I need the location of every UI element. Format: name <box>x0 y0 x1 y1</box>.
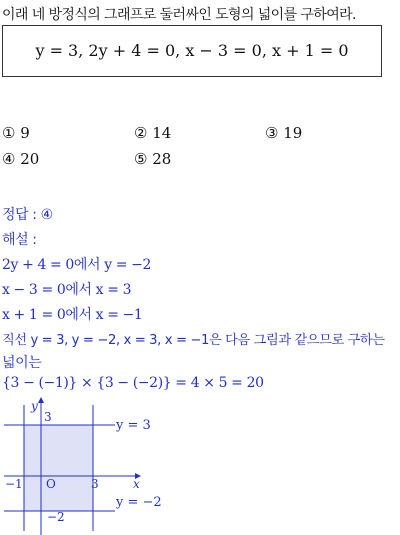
label-y-3: 3 <box>44 410 52 424</box>
summary-line-2: 넓이는 <box>2 355 42 371</box>
enclosed-region <box>24 425 93 511</box>
choice-3[interactable]: ③ 19 <box>265 124 303 142</box>
choice-5[interactable]: ⑤ 28 <box>134 150 172 168</box>
question-text: 이래 네 방정식의 그래프로 둘러싸인 도형의 넓이를 구하여라. <box>2 7 356 23</box>
step-1: 2y + 4 = 0에서 y = −2 <box>2 257 151 273</box>
choice-2[interactable]: ② 14 <box>134 124 172 142</box>
choice-4[interactable]: ④ 20 <box>2 150 40 168</box>
label-x-neg1: −1 <box>5 477 23 491</box>
step-2: x − 3 = 0에서 x = 3 <box>2 282 132 298</box>
choice-1[interactable]: ① 9 <box>2 124 30 142</box>
step-3: x + 1 = 0에서 x = −1 <box>2 307 143 323</box>
area-computation: {3 − (−1)} × {3 − (−2)} = 4 × 5 = 20 <box>2 375 264 391</box>
origin-label: O <box>46 477 56 491</box>
y-axis-label: y <box>31 399 38 413</box>
equation-list: y = 3, 2y + 4 = 0, x − 3 = 0, x + 1 = 0 <box>35 41 349 60</box>
label-x-3: 3 <box>91 477 99 491</box>
equation-box <box>2 25 382 77</box>
label-line-yneg2: y = −2 <box>116 495 162 510</box>
x-axis-label: x <box>133 477 140 491</box>
label-line-y3: y = 3 <box>116 418 151 433</box>
answer-line: 정답 : ④ <box>2 207 53 223</box>
label-y-neg2: −2 <box>47 510 65 524</box>
coordinate-graph <box>0 395 180 535</box>
summary-line-1: 직선 y = 3, y = −2, x = 3, x = −1은 다음 그림과 같으므로 구하는 <box>2 333 385 348</box>
explanation-title: 해설 : <box>2 232 37 248</box>
